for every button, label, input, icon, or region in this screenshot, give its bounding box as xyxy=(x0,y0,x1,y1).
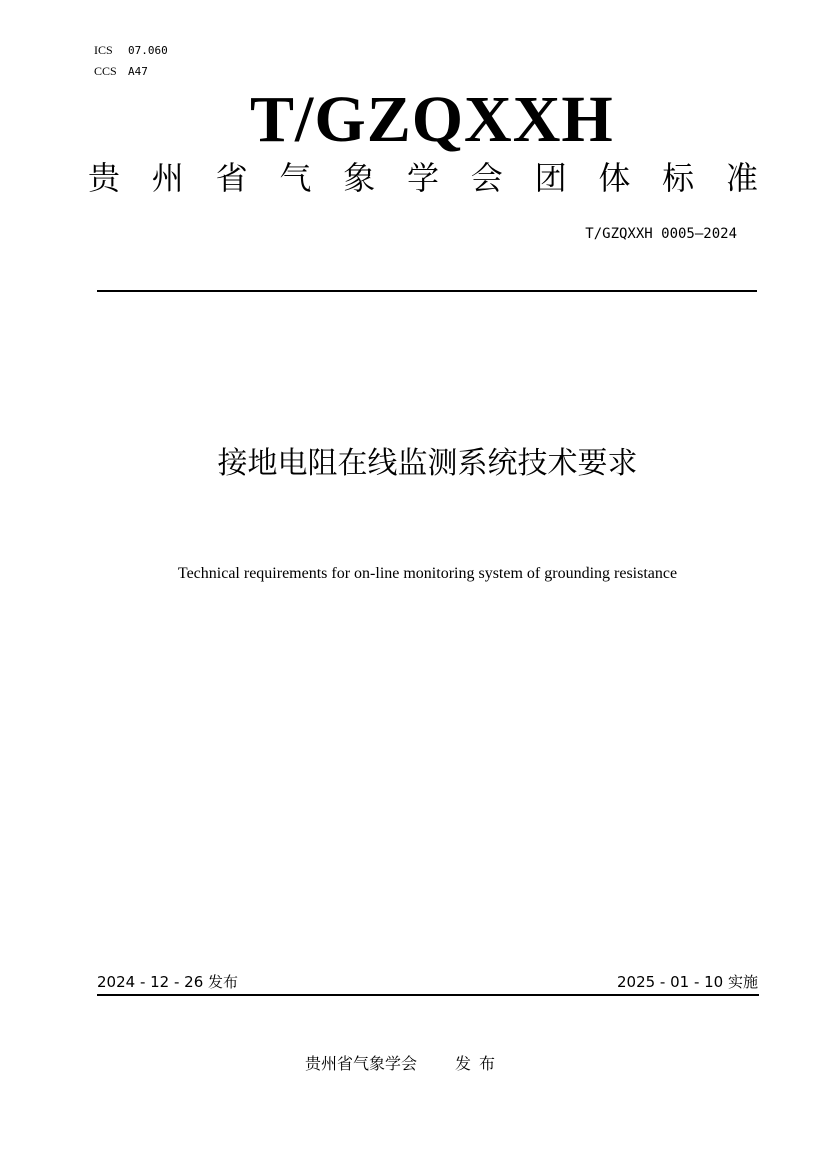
org-title-char: 贵 xyxy=(88,159,121,197)
header-divider xyxy=(97,290,757,292)
standard-code-logo: T/GZQXXH xyxy=(250,83,614,156)
ccs-value: A47 xyxy=(128,65,148,78)
organization-standard-title xyxy=(88,156,758,200)
org-title-char: 会 xyxy=(470,159,503,197)
org-title-char: 气 xyxy=(279,159,312,197)
org-title-char: 象 xyxy=(343,159,376,197)
ics-label: ICS xyxy=(94,43,113,57)
classification-codes xyxy=(94,40,168,82)
footer-divider xyxy=(97,994,759,996)
issuer-organization: 贵州省气象学会 xyxy=(305,1054,418,1073)
org-title-char: 学 xyxy=(406,159,439,197)
document-title-english: Technical requirements for on-line monitoring system of grounding resistance xyxy=(177,565,678,582)
effective-date: 2025 - 01 - 10 实施 xyxy=(616,973,758,991)
org-title-char: 标 xyxy=(662,159,695,197)
issuer-label: 发布 xyxy=(455,1054,504,1073)
ccs-label: CCS xyxy=(94,64,117,78)
ics-code xyxy=(94,40,168,61)
org-title-char: 团 xyxy=(534,159,567,197)
ccs-code xyxy=(94,61,168,82)
publish-date: 2024 - 12 - 26 发布 xyxy=(97,973,239,991)
org-title-char: 省 xyxy=(215,159,248,197)
org-title-char: 州 xyxy=(151,159,184,197)
document-number: T/GZQXXH 0005—2024 xyxy=(585,226,737,242)
org-title-char: 准 xyxy=(725,159,758,197)
org-title-char: 体 xyxy=(598,159,631,197)
issuer-line xyxy=(305,1052,503,1076)
ics-value: 07.060 xyxy=(128,44,168,57)
document-title-chinese: 接地电阻在线监测系统技术要求 xyxy=(217,446,638,481)
